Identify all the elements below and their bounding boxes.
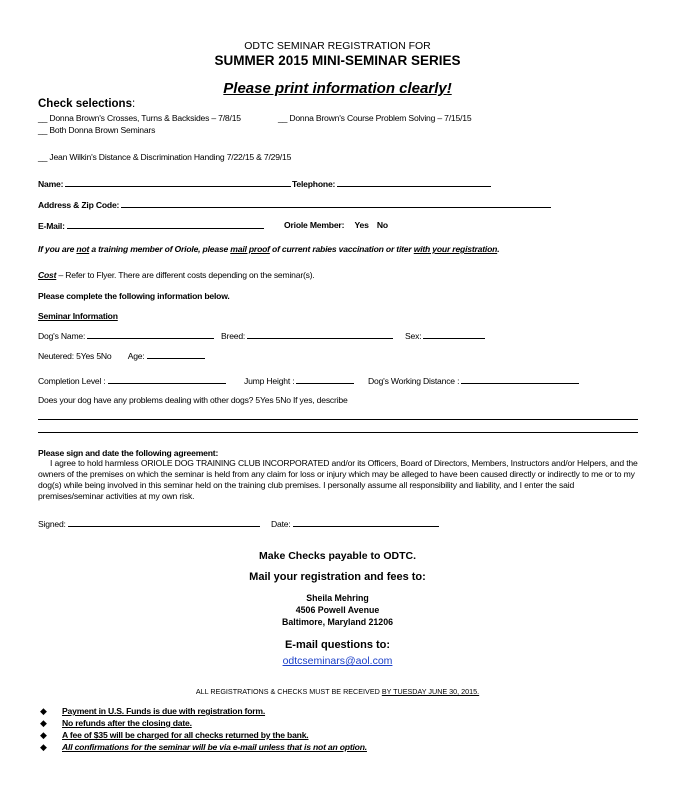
oriole-member-yes[interactable]: Yes (354, 220, 369, 230)
seminar-info-heading: Seminar Information (38, 311, 118, 321)
jump-height-row (244, 375, 356, 386)
dogs-name-field[interactable] (87, 330, 214, 339)
email-label: E-Mail: (38, 221, 65, 231)
describe-line-1[interactable] (38, 419, 638, 420)
sex-row (405, 330, 487, 341)
cost-note (38, 270, 315, 280)
email-heading: E-mail questions to: (284, 639, 391, 651)
problems-question: Does your dog have any problems dealing with other dogs? 5Yes 5No If yes, describe (38, 395, 348, 405)
email-link-row (0, 655, 675, 667)
selection-option-4[interactable]: __ Jean Wilkin's Distance & Discrimination Handing 7/22/15 & 7/29/15 (38, 152, 292, 162)
age-label: Age: (127, 351, 145, 361)
rabies-note-part-4: . (497, 244, 500, 254)
check-selections-colon: : (131, 98, 136, 110)
jump-height-field[interactable] (296, 375, 354, 384)
telephone-field[interactable] (337, 178, 491, 187)
rabies-note-part-1: If you are (38, 244, 77, 254)
name-row (38, 178, 293, 189)
breed-label: Breed: (221, 331, 246, 341)
cost-text: – Refer to Flyer. There are different costs depending on the seminar(s). (56, 270, 315, 280)
bullet-diamond-icon: ◆ (40, 742, 47, 752)
rabies-note-mail-proof: mail proof (230, 244, 270, 254)
header-title: SUMMER 2015 MINI-SEMINAR SERIES (214, 53, 461, 68)
dogs-name-row (38, 330, 216, 341)
signature-field[interactable] (68, 518, 260, 527)
rabies-note-part-2: a training member of Oriole, please (89, 244, 231, 254)
header-line-1: ODTC SEMINAR REGISTRATION FOR (244, 40, 431, 52)
address-name: Sheila Mehring (306, 593, 369, 603)
working-distance-row (368, 375, 581, 386)
neutered-age-row (38, 350, 207, 361)
deadline-prefix: ALL REGISTRATIONS & CHECKS MUST BE RECEIVED (195, 687, 382, 696)
deadline-notice (0, 687, 675, 696)
address-field[interactable] (121, 199, 551, 208)
email-row (38, 220, 266, 231)
name-label: Name: (38, 179, 64, 189)
mail-heading: Mail your registration and fees to: (249, 571, 426, 583)
check-selections-heading (38, 98, 135, 110)
selection-option-3[interactable]: __ Both Donna Brown Seminars (38, 125, 156, 135)
date-field[interactable] (293, 518, 439, 527)
dogs-name-label: Dog's Name: (38, 331, 86, 341)
check-selections-title: Check selections (38, 98, 132, 110)
bullet-diamond-icon: ◆ (40, 730, 47, 740)
neutered-options[interactable]: Neutered: 5Yes 5No (38, 351, 112, 361)
complete-info-instruction: Please complete the following information below. (38, 291, 230, 301)
oriole-member-row (284, 220, 388, 230)
email-field[interactable] (67, 220, 264, 229)
working-distance-field[interactable] (461, 375, 579, 384)
oriole-member-label: Oriole Member: (284, 220, 345, 230)
telephone-label: Telephone: (292, 179, 336, 189)
checks-payable: Make Checks payable to ODTC. (259, 550, 416, 562)
date-label: Date: (271, 519, 291, 529)
agreement-text: I agree to hold harmless ORIOLE DOG TRAINING CLUB INCORPORATED and/or its Officers, Board of Directors, Members, Instructors and/or Helpers, and the owners of the premises on which the seminar is held from any claim for loss or injury which may be alleged to have been caused directly or indirectly to me or to my dog(s) while being involved in this seminar held on the training club premises. I personally assume all responsibility and liability, and I enter the said premises/seminar activities at my own risk. (38, 458, 638, 501)
rabies-note-part-3: of current rabies vaccination or titer (269, 244, 414, 254)
completion-level-row (38, 375, 228, 386)
rabies-note (38, 244, 499, 254)
oriole-member-no[interactable]: No (376, 220, 388, 230)
bullet-diamond-icon: ◆ (40, 706, 47, 716)
name-field[interactable] (65, 178, 291, 187)
agreement-heading: Please sign and date the following agreement: (38, 448, 219, 458)
age-field[interactable] (147, 350, 205, 359)
telephone-row (292, 178, 493, 189)
deadline-date: BY TUESDAY JUNE 30, 2015. (381, 687, 480, 696)
date-row (271, 518, 441, 529)
jump-height-label: Jump Height : (244, 376, 295, 386)
working-distance-label: Dog's Working Distance : (368, 376, 460, 386)
contact-email-link[interactable]: odtcseminars@aol.com (282, 655, 393, 667)
print-clearly-instruction: Please print information clearly! (223, 80, 452, 97)
address-street: 4506 Powell Avenue (295, 605, 380, 615)
rabies-note-not: not (76, 244, 90, 254)
bullet-item-3: A fee of $35 will be charged for all checks returned by the bank. (62, 730, 309, 740)
sex-label: Sex: (405, 331, 422, 341)
cost-label: Cost (38, 270, 57, 280)
selection-option-1[interactable]: __ Donna Brown's Crosses, Turns & Backsides – 7/8/15 (38, 113, 241, 123)
bullet-diamond-icon: ◆ (40, 718, 47, 728)
breed-row (221, 330, 395, 341)
breed-field[interactable] (247, 330, 393, 339)
sex-field[interactable] (423, 330, 485, 339)
describe-line-2[interactable] (38, 432, 638, 433)
completion-level-label: Completion Level : (38, 376, 106, 386)
completion-level-field[interactable] (108, 375, 226, 384)
bullet-item-4: All confirmations for the seminar will be via e-mail unless that is not an option. (62, 742, 367, 752)
rabies-note-with-registration: with your registration (413, 244, 498, 254)
selection-option-2[interactable]: __ Donna Brown's Course Problem Solving – 7/15/15 (278, 113, 472, 123)
address-label: Address & Zip Code: (38, 200, 120, 210)
address-row (38, 199, 553, 210)
bullet-item-1: Payment in U.S. Funds is due with registration form. (62, 706, 266, 716)
signed-row (38, 518, 262, 529)
address-city: Baltimore, Maryland 21206 (282, 617, 393, 627)
bullet-item-2: No refunds after the closing date. (62, 718, 192, 728)
signed-label: Signed: (38, 519, 66, 529)
